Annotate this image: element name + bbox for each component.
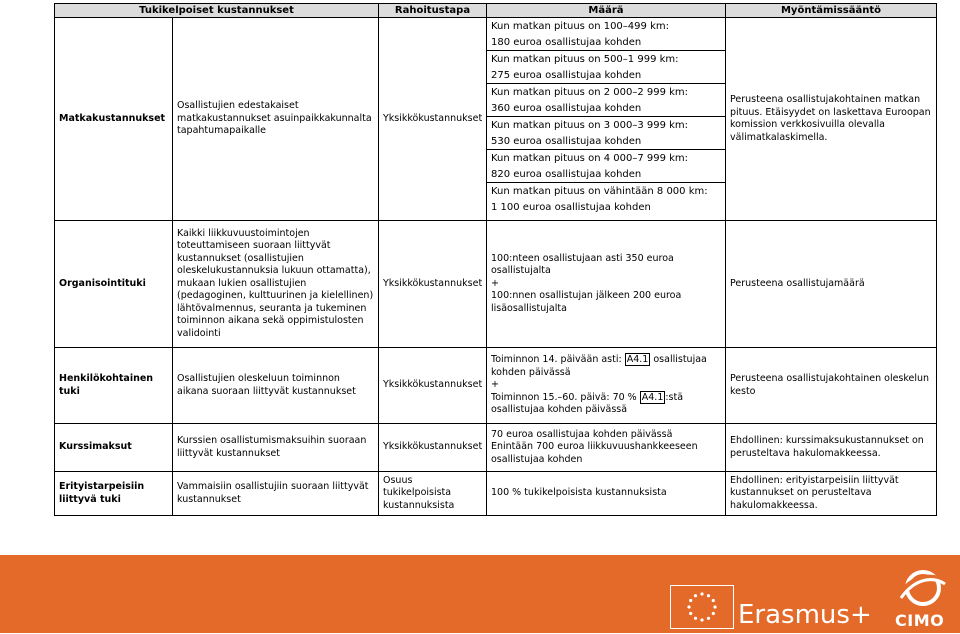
grant-table xyxy=(54,3,937,516)
row-category: Matkakustannukset xyxy=(55,18,173,221)
header-rule: Myöntämissääntö xyxy=(726,4,937,18)
row-category: Organisointituki xyxy=(55,221,173,348)
distance-band: Kun matkan pituus on 4 000–7 999 km: 820 euroa osallistujaa kohden xyxy=(487,150,725,183)
row-amount: 70 euroa osallistujaa kohden päivässä Enintään 700 euroa liikkuvuushankkeeseen osallistujaa kohden xyxy=(487,424,726,472)
row-funding: Yksikkökustannukset xyxy=(379,221,487,348)
eu-flag-icon xyxy=(670,585,734,629)
row-category: Erityistarpeisiin liittyvä tuki xyxy=(55,472,173,516)
row-amount: 100 % tukikelpoisista kustannuksista xyxy=(487,472,726,516)
header-funding: Rahoitustapa xyxy=(379,4,487,18)
distance-band: Kun matkan pituus on 3 000–3 999 km: 530 euroa osallistujaa kohden xyxy=(487,117,725,150)
row-rule: Perusteena osallistujakohtainen oleskelun kesto xyxy=(726,348,937,424)
table-row xyxy=(55,18,937,221)
table-row xyxy=(55,348,937,424)
reference-box: A4.1 xyxy=(641,391,664,403)
distance-band: Kun matkan pituus on 500–1 999 km: 275 euroa osallistujaa kohden xyxy=(487,51,725,84)
row-rule: Ehdollinen: erityistarpeisiin liittyvät kustannukset on perusteltava hakulomakkeessa. xyxy=(726,472,937,516)
distance-band: Kun matkan pituus on vähintään 8 000 km: 1 100 euroa osallistujaa kohden xyxy=(491,186,708,213)
row-costs: Vammaisiin osallistujiin suoraan liittyvät kustannukset xyxy=(173,472,379,516)
erasmus-plus-logo: Erasmus+ xyxy=(738,600,872,630)
table-row xyxy=(55,424,937,472)
row-costs: Osallistujien edestakaiset matkakustannukset asuinpaikkakunnalta tapahtumapaikalle xyxy=(173,18,379,221)
row-amount xyxy=(487,18,726,221)
row-costs: Kurssien osallistumismaksuihin suoraan liittyvät kustannukset xyxy=(173,424,379,472)
row-category: Henkilökohtainen tuki xyxy=(55,348,173,424)
row-category: Kurssimaksut xyxy=(55,424,173,472)
distance-band: Kun matkan pituus on 100–499 km: 180 euroa osallistujaa kohden xyxy=(487,18,725,51)
header-amount: Määrä xyxy=(487,4,726,18)
row-costs: Kaikki liikkuvuustoimintojen toteuttamiseen suoraan liittyvät kustannukset (osallistujien oleskelukustannuksia lukuun ottamatta), mukaan lukien osallistujien (pedagoginen, kulttuurinen ja kielellinen) lähtövalmennus, seuranta ja tukeminen toiminnon aikana sekä oppimistulosten validointi xyxy=(173,221,379,348)
row-funding: Yksikkökustannukset xyxy=(379,424,487,472)
table-row xyxy=(55,472,937,516)
distance-band: Kun matkan pituus on 2 000–2 999 km: 360 euroa osallistujaa kohden xyxy=(487,84,725,117)
row-rule: Ehdollinen: kurssimaksukustannukset on perusteltava hakulomakkeessa. xyxy=(726,424,937,472)
header-eligible-costs: Tukikelpoiset kustannukset xyxy=(55,4,379,18)
row-rule: Perusteena osallistujakohtainen matkan pituus. Etäisyydet on laskettava Euroopan komission verkkosivuilla olevalla välimatkalaskimella. xyxy=(726,18,937,221)
table-row xyxy=(55,221,937,348)
cimo-label: CIMO xyxy=(895,611,945,630)
row-funding: Yksikkökustannukset xyxy=(379,348,487,424)
row-amount: 100:nteen osallistujaan asti 350 euroa osallistujalta + 100:nnen osallistujan jälkeen 200 euroa lisäosallistujalta xyxy=(487,221,726,348)
row-rule: Perusteena osallistujamäärä xyxy=(726,221,937,348)
row-funding: Osuus tukikelpoisista kustannuksista xyxy=(379,472,487,516)
row-funding: Yksikkökustannukset xyxy=(379,18,487,221)
reference-box: A4.1 xyxy=(626,354,649,366)
row-costs: Osallistujien oleskeluun toiminnon aikana suoraan liittyvät kustannukset xyxy=(173,348,379,424)
table-header-row xyxy=(55,4,937,18)
row-amount: Toiminnon 14. päivään asti: A4.1 osallistujaa kohden päivässä + Toiminnon 15.–60. päivä: 70 % A4.1 :stä osallistujaa kohden päivässä xyxy=(487,348,726,424)
